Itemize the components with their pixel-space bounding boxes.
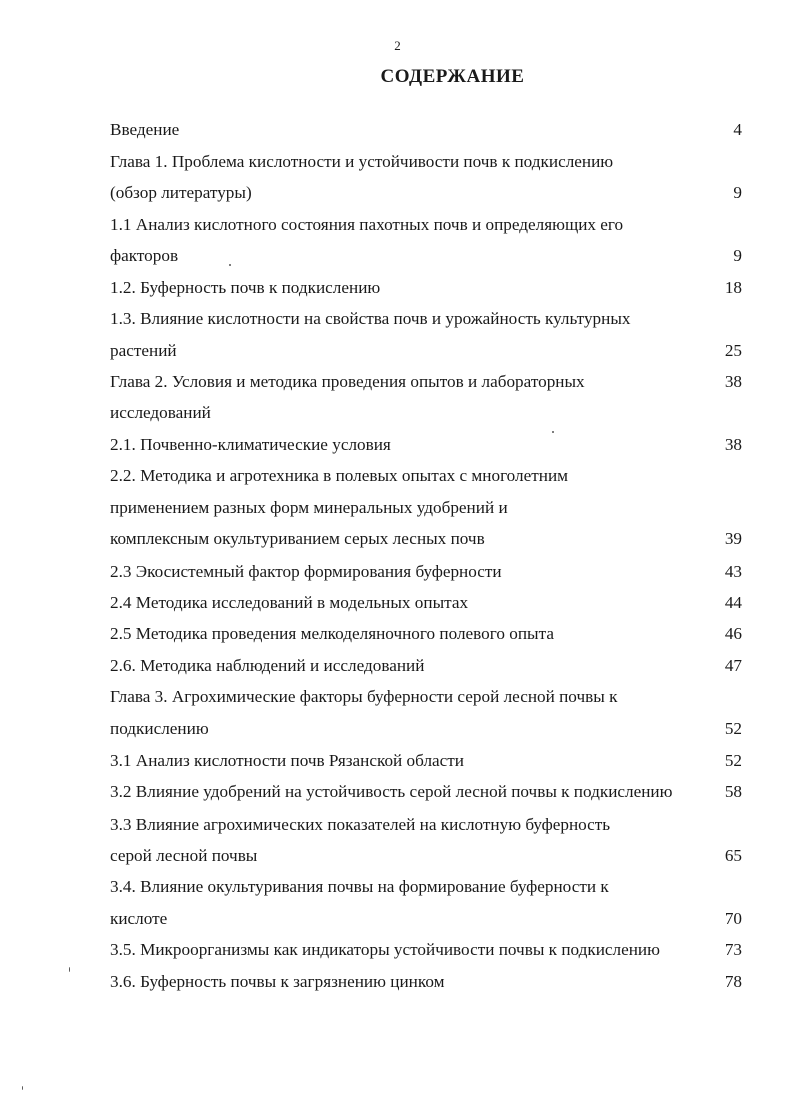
toc-entry-text: 3.2 Влияние удобрений на устойчивость серой лесной почвы к подкислению [110, 782, 673, 801]
toc-entry-page: 9 [733, 183, 742, 202]
toc-entry-page: 18 [724, 278, 742, 297]
scan-speck [22, 1086, 23, 1090]
toc-entry-text: 2.1. Почвенно-климатические условия [110, 435, 391, 454]
toc-entry-text: 2.4 Методика исследований в модельных опытах [110, 593, 469, 612]
toc-entry-text: применением разных форм минеральных удобрений и [110, 498, 508, 517]
toc-entry-page: 25 [724, 341, 742, 360]
toc-entry [110, 212, 742, 238]
scan-speck [552, 431, 554, 433]
scan-speck [229, 264, 231, 266]
toc-entry-page: 58 [724, 782, 742, 801]
toc-entry [110, 779, 742, 805]
toc-entry-page: 73 [724, 940, 742, 959]
page-title: СОДЕРЖАНИЕ [380, 66, 525, 87]
toc-entry [110, 621, 742, 647]
toc-entry-page: 38 [724, 435, 742, 454]
toc-entry-text: 3.3 Влияние агрохимических показателей на кислотную буферность [110, 815, 611, 834]
toc-entry-page: 70 [724, 909, 742, 928]
toc-entry-text: (обзор литературы) [110, 183, 252, 202]
toc-entry [110, 338, 742, 364]
toc-entry-page: 78 [724, 972, 742, 991]
toc-entry [110, 526, 742, 552]
toc-entry [110, 653, 742, 679]
toc-entry [110, 275, 742, 301]
page-number: 2 [394, 38, 401, 53]
toc-entry-page: 38 [724, 372, 742, 391]
toc-entry [110, 369, 742, 395]
toc-entry-page: 46 [724, 624, 742, 643]
toc-entry [110, 590, 742, 616]
toc-entry-page: 65 [724, 846, 742, 865]
toc-entry-text: Глава 2. Условия и методика проведения опытов и лабораторных [110, 372, 585, 391]
toc-entry-text: Введение [110, 120, 180, 139]
toc-entry-text: 3.6. Буферность почвы к загрязнению цинком [110, 972, 445, 991]
scan-speck [69, 967, 70, 972]
toc-entry-page: 9 [733, 246, 742, 265]
toc-entry [110, 812, 742, 838]
toc-entry-text: 1.1 Анализ кислотного состояния пахотных почв и определяющих его [110, 215, 624, 234]
toc-entry [110, 843, 742, 869]
toc-entry-page: 4 [733, 120, 742, 139]
toc-entry [110, 559, 742, 585]
toc-entry [110, 874, 742, 900]
toc-entry-text: исследований [110, 403, 211, 422]
toc-entry-page: 43 [724, 562, 742, 581]
toc-entry-text: Глава 3. Агрохимические факторы буферности серой лесной почвы к [110, 687, 618, 706]
toc-entry [110, 937, 742, 963]
toc-entry [110, 969, 742, 995]
toc-entry [110, 243, 742, 269]
toc-entry [110, 906, 742, 932]
toc-entry-text: 2.5 Методика проведения мелкоделяночного полевого опыта [110, 624, 554, 643]
toc-entry-text: 3.1 Анализ кислотности почв Рязанской области [110, 751, 464, 770]
toc-entry [110, 400, 742, 426]
toc-entry-text: 2.3 Экосистемный фактор формирования буферности [110, 562, 502, 581]
toc-entry-text: факторов [110, 246, 179, 265]
toc-entry [110, 306, 742, 332]
toc-entry-text: подкислению [110, 719, 209, 738]
toc-entry-text: комплексным окультуриванием серых лесных почв [110, 529, 485, 548]
toc-entry-text: 2.2. Методика и агротехника в полевых опытах с многолетним [110, 466, 569, 485]
toc-entry [110, 432, 742, 458]
toc-entry [110, 117, 742, 143]
toc-entry-text: растений [110, 341, 177, 360]
toc-entry [110, 716, 742, 742]
toc-entry-page: 44 [724, 593, 742, 612]
toc-entry-page: 39 [724, 529, 742, 548]
toc-entry-page: 52 [724, 719, 742, 738]
toc-entry-text: серой лесной почвы [110, 846, 258, 865]
toc-entry-text: 3.4. Влияние окультуривания почвы на формирование буферности к [110, 877, 609, 896]
toc-entry [110, 748, 742, 774]
toc-entry [110, 149, 742, 175]
toc-entry [110, 684, 742, 710]
toc-entry-text: 1.3. Влияние кислотности на свойства почв и урожайность культурных [110, 309, 631, 328]
toc-entry-text: кислоте [110, 909, 168, 928]
toc-entry-text: 3.5. Микроорганизмы как индикаторы устойчивости почвы к подкислению [110, 940, 660, 959]
toc-entry-text: Глава 1. Проблема кислотности и устойчивости почв к подкислению [110, 152, 614, 171]
toc-entry-page: 47 [724, 656, 742, 675]
toc-entry [110, 463, 742, 489]
toc-entry-text: 1.2. Буферность почв к подкислению [110, 278, 381, 297]
toc-entry-text: 2.6. Методика наблюдений и исследований [110, 656, 425, 675]
toc-entry [110, 495, 742, 521]
toc-entry-page: 52 [724, 751, 742, 770]
toc-entry [110, 180, 742, 206]
